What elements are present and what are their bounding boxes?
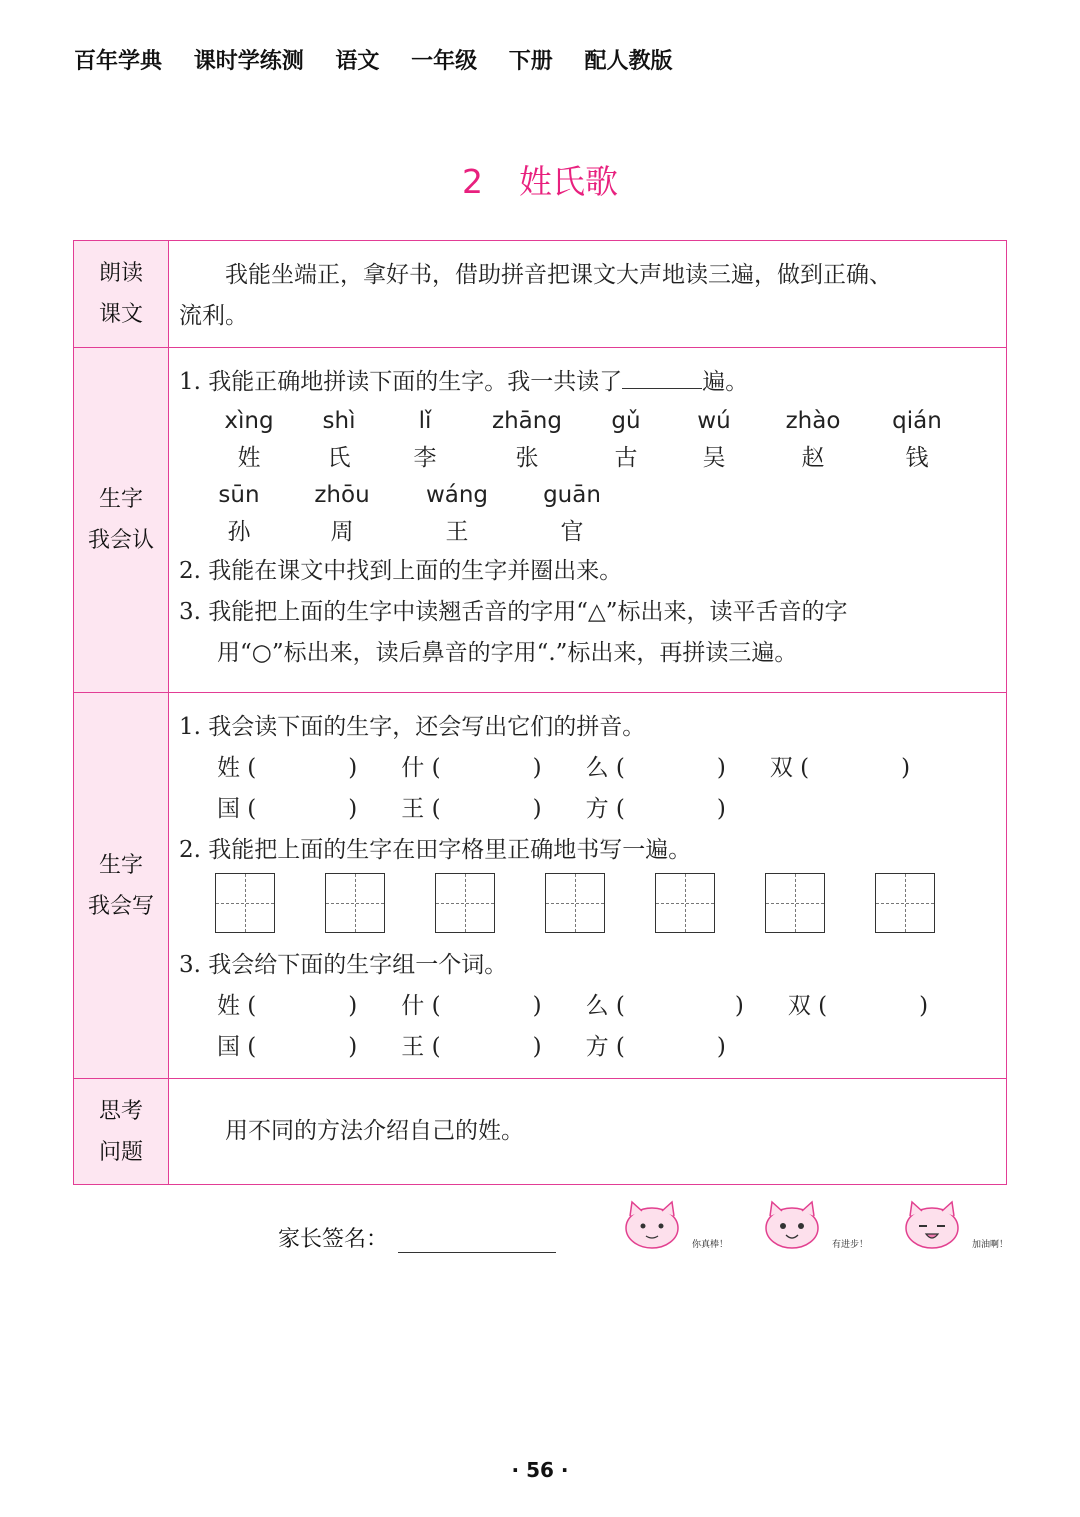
tianzige-row <box>179 871 996 945</box>
header-book: 课时学练测 <box>193 49 304 74</box>
read-content <box>169 241 1007 348</box>
sticker-cheer: 加油啊！ <box>898 1198 1008 1254</box>
tianzige-box[interactable] <box>655 873 715 933</box>
hanzi-row-1: 姓 氏 李 张 古 吴 赵 钱 <box>237 445 929 471</box>
cat-icon <box>898 1198 968 1252</box>
lesson-number: 2 <box>462 162 483 201</box>
label-recognize: 生字 我会认 <box>74 348 169 693</box>
header-subject: 语文 <box>335 49 380 74</box>
recog-q3a: 3. 我能把上面的生字中读翘舌音的字用“△”标出来，读平舌音的字 <box>179 599 848 625</box>
label-write: 生字 我会写 <box>74 693 169 1079</box>
header-volume: 下册 <box>508 49 553 74</box>
header-series: 百年学典 <box>74 49 163 74</box>
cat-icon <box>618 1198 688 1252</box>
signature-line[interactable] <box>398 1230 556 1253</box>
write-content <box>169 693 1007 1079</box>
read-text-2: 流利。 <box>179 303 248 329</box>
parent-signature <box>278 1222 556 1253</box>
pinyin-row-2: sūn zhōu wáng guān <box>218 482 601 508</box>
word-blanks-row-2: 国 ( ) 王 ( ) 方 ( ) <box>217 1034 726 1060</box>
lesson-title <box>0 156 1080 203</box>
read-count-blank[interactable] <box>622 364 702 389</box>
label-read: 朗读 课文 <box>74 241 169 348</box>
write-q1: 1. 我会读下面的生字，还会写出它们的拼音。 <box>179 714 646 740</box>
recog-q3b: 用“○”标出来，读后鼻音的字用“.”标出来，再拼读三遍。 <box>217 640 798 666</box>
write-q3: 3. 我会给下面的生字组一个词。 <box>179 952 508 978</box>
tianzige-box[interactable] <box>875 873 935 933</box>
pinyin-row-1: xìng shì lǐ zhāng gǔ wú zhào qián <box>224 408 942 434</box>
tianzige-box[interactable] <box>325 873 385 933</box>
page-number: · 56 · <box>511 1458 569 1482</box>
lesson-name: 姓氏歌 <box>519 162 618 201</box>
sticker-progress: 有进步！ <box>758 1198 868 1254</box>
tianzige-box[interactable] <box>435 873 495 933</box>
word-blanks-row-1: 姓 ( ) 什 ( ) 么 ( ) 双 ( ) <box>217 993 929 1019</box>
signature-label: 家长签名： <box>278 1227 389 1252</box>
header-edition: 配人教版 <box>584 49 673 74</box>
worksheet-table <box>73 240 1007 1185</box>
tianzige-box[interactable] <box>765 873 825 933</box>
sticker-great: 你真棒！ <box>618 1198 728 1254</box>
write-q2: 2. 我能把上面的生字在田字格里正确地书写一遍。 <box>179 837 692 863</box>
label-think: 思考 问题 <box>74 1079 169 1185</box>
think-text: 用不同的方法介绍自己的姓。 <box>225 1118 524 1144</box>
book-header <box>74 44 696 75</box>
cat-icon <box>758 1198 828 1252</box>
tianzige-box[interactable] <box>545 873 605 933</box>
pinyin-blanks-row-1: 姓 ( ) 什 ( ) 么 ( ) 双 ( ) <box>217 755 911 781</box>
pinyin-blanks-row-2: 国 ( ) 王 ( ) 方 ( ) <box>217 796 726 822</box>
think-content <box>169 1079 1007 1185</box>
header-grade: 一年级 <box>411 49 478 74</box>
tianzige-box[interactable] <box>215 873 275 933</box>
recog-q2: 2. 我能在课文中找到上面的生字并圈出来。 <box>179 558 623 584</box>
recog-q1: 1. 我能正确地拼读下面的生字。我一共读了 遍。 <box>179 362 996 403</box>
recognize-content <box>169 348 1007 693</box>
read-text-1: 我能坐端正，拿好书，借助拼音把课文大声地读三遍，做到正确、 <box>225 262 892 288</box>
hanzi-row-2: 孙 周 王 官 <box>227 519 584 545</box>
